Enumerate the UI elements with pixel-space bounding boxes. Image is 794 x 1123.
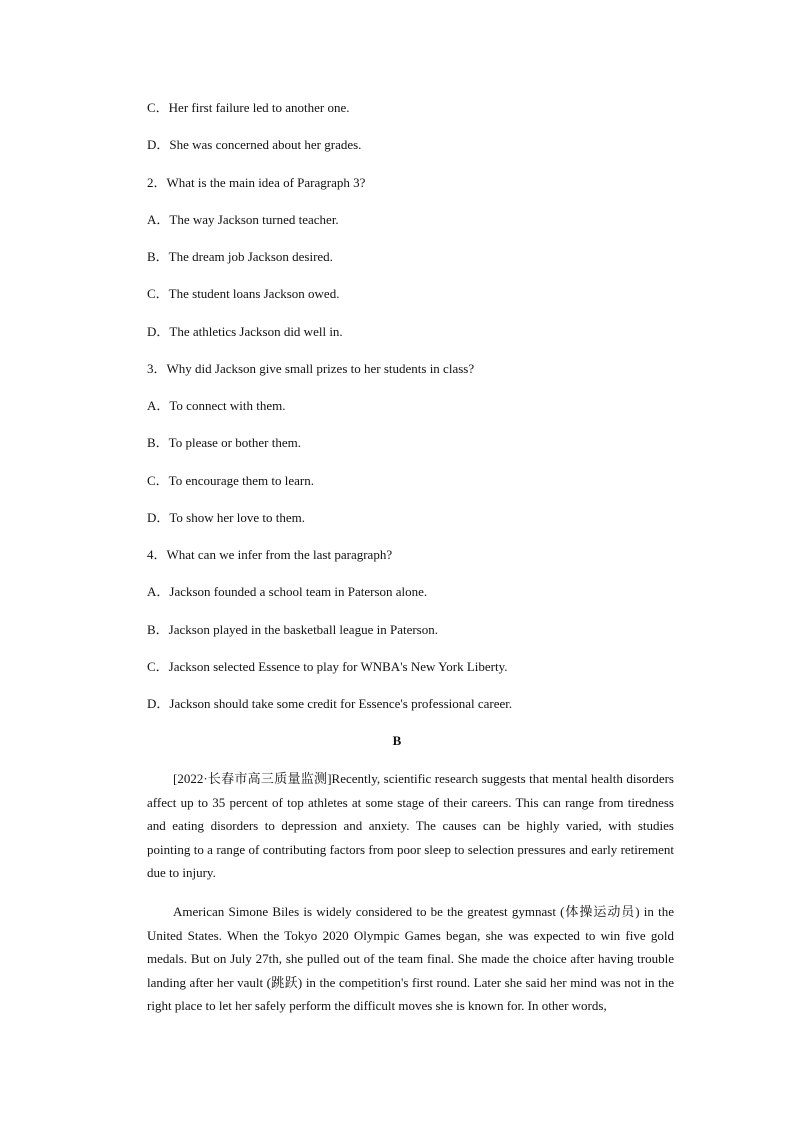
question-1-option-d: D．She was concerned about her grades. — [147, 137, 362, 152]
passage-paragraph-1 — [147, 767, 674, 885]
question-4-option-b: B．Jackson played in the basketball league in Paterson. — [147, 622, 438, 637]
passage-paragraph-2-text: American Simone Biles is widely considered to be the greatest gymnast (体操运动员) in the United States. When the Tokyo 2020 Olympic Games began, she was expected to win five gold medals. But on July 27th, she pulled out of the team final. She made the choice after having trouble landing after her vault (跳跃) in the competition's first round. Later she said her mind was not in the right place to let her safely perform the difficult moves she is known for. In other words, — [147, 904, 674, 1014]
question-3-option-c: C．To encourage them to learn. — [147, 473, 314, 488]
passage-paragraph-1-text: [2022·长春市高三质量监测]Recently, scientific research suggests that mental health disorders affect up to 35 percent of top athletes at some stage of their careers. This can range from tiredness and eating disorders to depression and anxiety. The causes can be highly varied, with studies pointing to a range of contributing factors from poor sleep to selection pressures and early retirement due to injury. — [147, 771, 674, 881]
passage-paragraph-2 — [147, 900, 674, 1018]
question-4-option-d: D．Jackson should take some credit for Essence's professional career. — [147, 696, 513, 711]
question-3-stem: 3．Why did Jackson give small prizes to her students in class? — [147, 361, 475, 376]
question-3-option-b: B．To please or bother them. — [147, 435, 301, 450]
question-2-option-d: D．The athletics Jackson did well in. — [147, 324, 343, 339]
question-4-stem: 4．What can we infer from the last paragraph? — [147, 547, 393, 562]
question-1-option-c: C．Her first failure led to another one. — [147, 100, 350, 115]
question-3-option-a: A．To connect with them. — [147, 398, 286, 413]
question-3-option-d: D．To show her love to them. — [147, 510, 305, 525]
question-4-option-a: A．Jackson founded a school team in Paterson alone. — [147, 584, 428, 599]
question-4-option-c: C．Jackson selected Essence to play for WNBA's New York Liberty. — [147, 659, 508, 674]
question-2-option-a: A．The way Jackson turned teacher. — [147, 212, 339, 227]
question-2-option-b: B．The dream job Jackson desired. — [147, 249, 333, 264]
question-2-stem: 2．What is the main idea of Paragraph 3? — [147, 175, 366, 190]
section-title: B — [392, 733, 402, 748]
question-2-option-c: C．The student loans Jackson owed. — [147, 286, 340, 301]
